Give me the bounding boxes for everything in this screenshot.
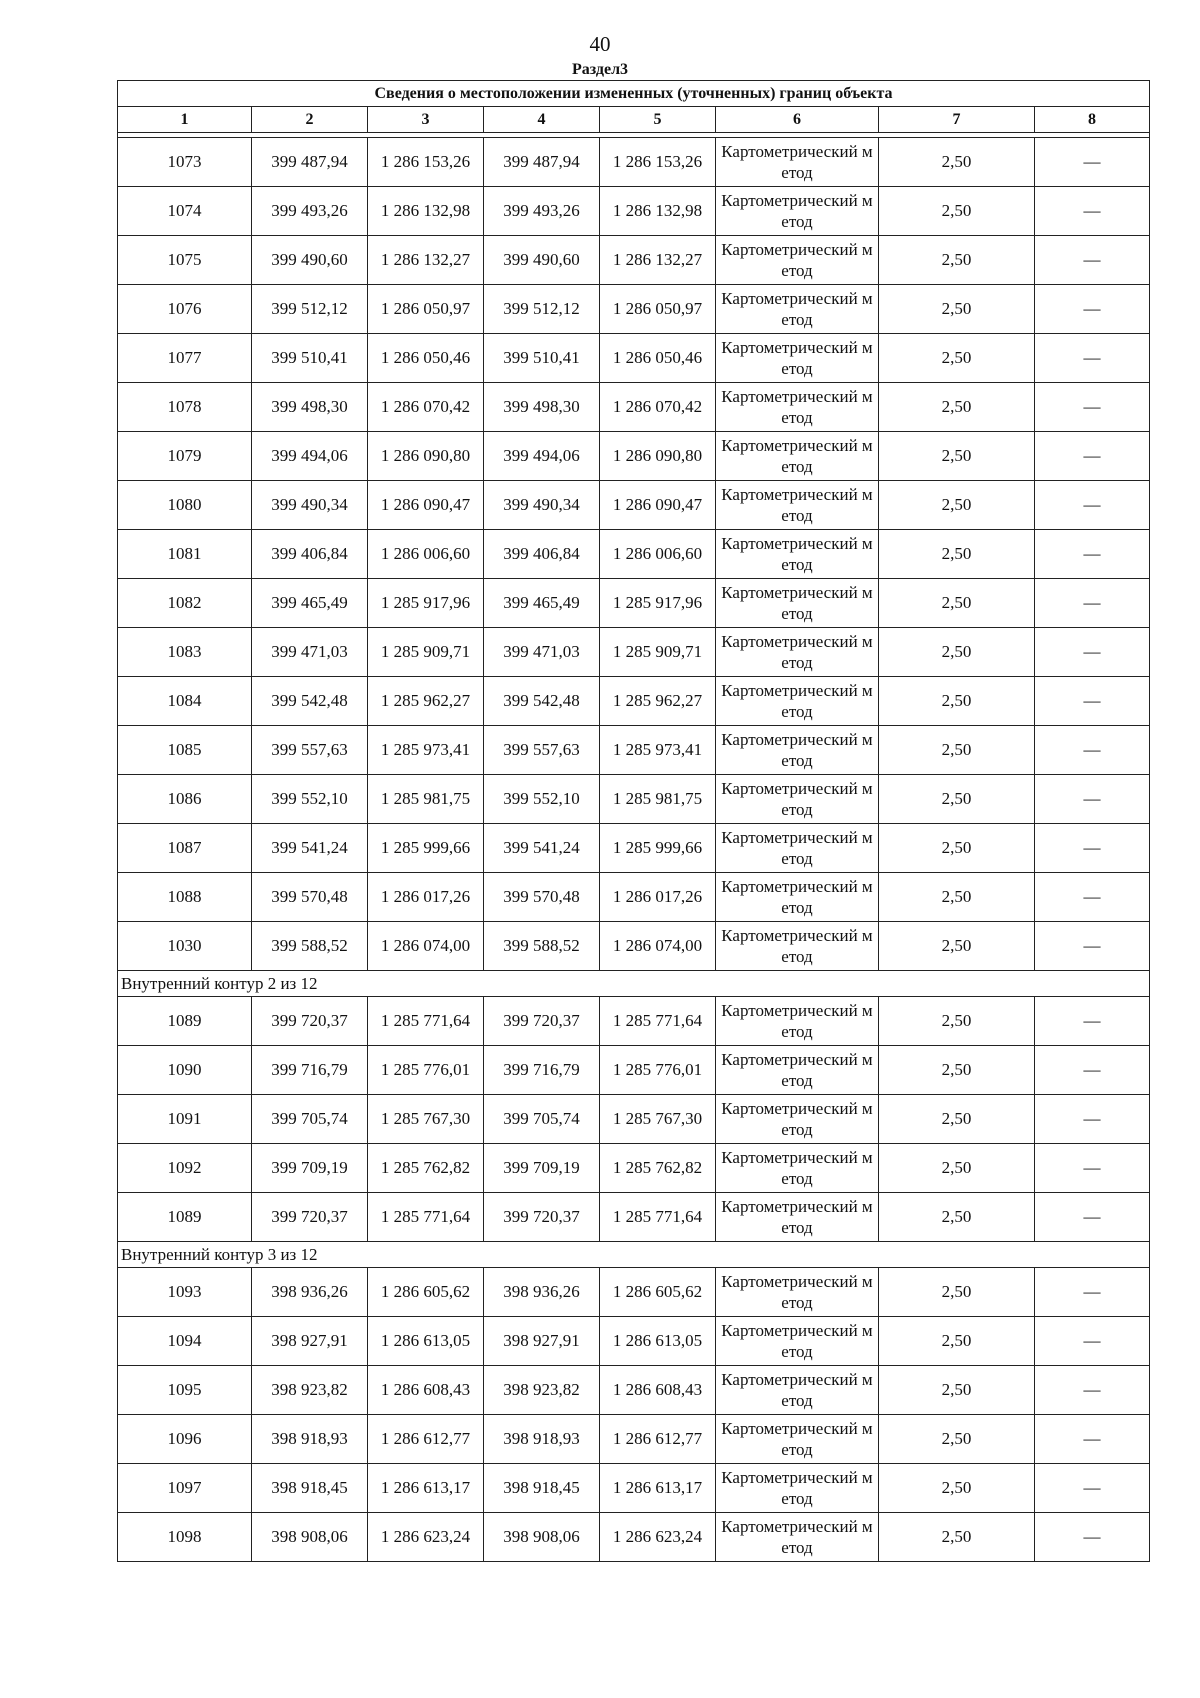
cell-description: — bbox=[1035, 628, 1150, 677]
cell-x-new: 399 490,34 bbox=[484, 481, 600, 530]
cell-accuracy: 2,50 bbox=[879, 1046, 1035, 1095]
table-row bbox=[118, 530, 1150, 579]
cell-y-new: 1 286 613,05 bbox=[600, 1317, 716, 1366]
cell-y-existing: 1 286 006,60 bbox=[368, 530, 484, 579]
cell-y-existing: 1 286 070,42 bbox=[368, 383, 484, 432]
cell-y-existing: 1 285 909,71 bbox=[368, 628, 484, 677]
cell-accuracy: 2,50 bbox=[879, 138, 1035, 187]
cell-description: — bbox=[1035, 997, 1150, 1046]
cell-y-existing: 1 286 090,47 bbox=[368, 481, 484, 530]
cell-x-existing: 399 570,48 bbox=[252, 873, 368, 922]
column-number-1: 1 bbox=[118, 107, 252, 133]
cell-method: Картометрический метод bbox=[716, 432, 879, 481]
table-row bbox=[118, 236, 1150, 285]
cell-accuracy: 2,50 bbox=[879, 997, 1035, 1046]
cell-description: — bbox=[1035, 677, 1150, 726]
cell-x-existing: 399 487,94 bbox=[252, 138, 368, 187]
page-number: 40 bbox=[589, 32, 611, 56]
cell-point-number: 1095 bbox=[118, 1366, 252, 1415]
cell-y-new: 1 285 973,41 bbox=[600, 726, 716, 775]
cell-x-new: 399 705,74 bbox=[484, 1095, 600, 1144]
cell-y-existing: 1 285 999,66 bbox=[368, 824, 484, 873]
cell-y-existing: 1 285 762,82 bbox=[368, 1144, 484, 1193]
cell-description: — bbox=[1035, 775, 1150, 824]
cell-point-number: 1081 bbox=[118, 530, 252, 579]
cell-description: — bbox=[1035, 334, 1150, 383]
cell-x-existing: 399 720,37 bbox=[252, 1193, 368, 1242]
table-row bbox=[118, 285, 1150, 334]
cell-x-new: 399 716,79 bbox=[484, 1046, 600, 1095]
cell-x-existing: 398 918,45 bbox=[252, 1464, 368, 1513]
cell-x-existing: 399 709,19 bbox=[252, 1144, 368, 1193]
cell-point-number: 1087 bbox=[118, 824, 252, 873]
cell-point-number: 1092 bbox=[118, 1144, 252, 1193]
cell-y-new: 1 286 090,47 bbox=[600, 481, 716, 530]
cell-y-existing: 1 285 973,41 bbox=[368, 726, 484, 775]
cell-accuracy: 2,50 bbox=[879, 726, 1035, 775]
cell-x-existing: 399 716,79 bbox=[252, 1046, 368, 1095]
cell-x-new: 399 498,30 bbox=[484, 383, 600, 432]
cell-y-new: 1 286 074,00 bbox=[600, 922, 716, 971]
cell-x-existing: 399 498,30 bbox=[252, 383, 368, 432]
cell-method: Картометрический метод bbox=[716, 1268, 879, 1317]
cell-x-existing: 398 923,82 bbox=[252, 1366, 368, 1415]
column-number-row bbox=[118, 107, 1150, 133]
cell-y-existing: 1 286 608,43 bbox=[368, 1366, 484, 1415]
cell-accuracy: 2,50 bbox=[879, 1317, 1035, 1366]
cell-point-number: 1079 bbox=[118, 432, 252, 481]
cell-y-existing: 1 286 623,24 bbox=[368, 1513, 484, 1562]
cell-description: — bbox=[1035, 1268, 1150, 1317]
cell-point-number: 1086 bbox=[118, 775, 252, 824]
cell-y-existing: 1 286 612,77 bbox=[368, 1415, 484, 1464]
table-row bbox=[118, 1317, 1150, 1366]
cell-y-new: 1 286 612,77 bbox=[600, 1415, 716, 1464]
cell-point-number: 1074 bbox=[118, 187, 252, 236]
cell-accuracy: 2,50 bbox=[879, 1144, 1035, 1193]
cell-description: — bbox=[1035, 285, 1150, 334]
cell-x-new: 399 487,94 bbox=[484, 138, 600, 187]
cell-point-number: 1098 bbox=[118, 1513, 252, 1562]
cell-description: — bbox=[1035, 432, 1150, 481]
cell-x-new: 399 406,84 bbox=[484, 530, 600, 579]
cell-point-number: 1082 bbox=[118, 579, 252, 628]
cell-point-number: 1083 bbox=[118, 628, 252, 677]
cell-x-existing: 399 494,06 bbox=[252, 432, 368, 481]
cell-x-existing: 399 510,41 bbox=[252, 334, 368, 383]
table-row bbox=[118, 1366, 1150, 1415]
table-row bbox=[118, 1268, 1150, 1317]
table-row bbox=[118, 383, 1150, 432]
cell-description: — bbox=[1035, 1317, 1150, 1366]
cell-description: — bbox=[1035, 236, 1150, 285]
table-row bbox=[118, 138, 1150, 187]
cell-method: Картометрический метод bbox=[716, 138, 879, 187]
cell-y-new: 1 286 090,80 bbox=[600, 432, 716, 481]
column-number-5: 5 bbox=[600, 107, 716, 133]
cell-y-existing: 1 286 090,80 bbox=[368, 432, 484, 481]
cell-x-new: 399 552,10 bbox=[484, 775, 600, 824]
cell-x-existing: 399 541,24 bbox=[252, 824, 368, 873]
cell-description: — bbox=[1035, 873, 1150, 922]
cell-y-existing: 1 286 132,27 bbox=[368, 236, 484, 285]
cell-point-number: 1030 bbox=[118, 922, 252, 971]
table-row bbox=[118, 628, 1150, 677]
table-row bbox=[118, 726, 1150, 775]
cell-point-number: 1084 bbox=[118, 677, 252, 726]
cell-method: Картометрический метод bbox=[716, 579, 879, 628]
cell-accuracy: 2,50 bbox=[879, 530, 1035, 579]
table-body bbox=[118, 138, 1150, 1562]
table-row bbox=[118, 187, 1150, 236]
column-number-3: 3 bbox=[368, 107, 484, 133]
cell-y-existing: 1 286 613,05 bbox=[368, 1317, 484, 1366]
cell-accuracy: 2,50 bbox=[879, 1464, 1035, 1513]
table-row bbox=[118, 1464, 1150, 1513]
cell-x-new: 398 918,45 bbox=[484, 1464, 600, 1513]
cell-accuracy: 2,50 bbox=[879, 1095, 1035, 1144]
cell-x-existing: 399 471,03 bbox=[252, 628, 368, 677]
table-row bbox=[118, 432, 1150, 481]
table-row bbox=[118, 334, 1150, 383]
cell-y-new: 1 286 070,42 bbox=[600, 383, 716, 432]
cell-description: — bbox=[1035, 530, 1150, 579]
cell-x-new: 399 541,24 bbox=[484, 824, 600, 873]
cell-x-existing: 399 588,52 bbox=[252, 922, 368, 971]
table-row bbox=[118, 824, 1150, 873]
cell-description: — bbox=[1035, 1366, 1150, 1415]
cell-description: — bbox=[1035, 383, 1150, 432]
cell-accuracy: 2,50 bbox=[879, 1366, 1035, 1415]
table-row bbox=[118, 997, 1150, 1046]
cell-y-new: 1 286 623,24 bbox=[600, 1513, 716, 1562]
cell-y-new: 1 285 771,64 bbox=[600, 997, 716, 1046]
cell-x-new: 399 493,26 bbox=[484, 187, 600, 236]
cell-x-existing: 398 927,91 bbox=[252, 1317, 368, 1366]
cell-x-new: 399 494,06 bbox=[484, 432, 600, 481]
cell-y-new: 1 285 999,66 bbox=[600, 824, 716, 873]
cell-y-new: 1 285 981,75 bbox=[600, 775, 716, 824]
cell-description: — bbox=[1035, 1193, 1150, 1242]
cell-y-new: 1 286 050,46 bbox=[600, 334, 716, 383]
cell-point-number: 1089 bbox=[118, 1193, 252, 1242]
column-number-4: 4 bbox=[484, 107, 600, 133]
table-row bbox=[118, 775, 1150, 824]
cell-x-existing: 398 936,26 bbox=[252, 1268, 368, 1317]
cell-y-existing: 1 286 153,26 bbox=[368, 138, 484, 187]
cell-accuracy: 2,50 bbox=[879, 775, 1035, 824]
cell-description: — bbox=[1035, 726, 1150, 775]
cell-method: Картометрический метод bbox=[716, 1513, 879, 1562]
cell-y-new: 1 286 608,43 bbox=[600, 1366, 716, 1415]
cell-point-number: 1097 bbox=[118, 1464, 252, 1513]
coordinates-table bbox=[117, 80, 1150, 1562]
table-row bbox=[118, 579, 1150, 628]
cell-method: Картометрический метод bbox=[716, 997, 879, 1046]
cell-x-new: 399 709,19 bbox=[484, 1144, 600, 1193]
cell-point-number: 1078 bbox=[118, 383, 252, 432]
cell-x-existing: 398 918,93 bbox=[252, 1415, 368, 1464]
cell-method: Картометрический метод bbox=[716, 334, 879, 383]
cell-method: Картометрический метод bbox=[716, 236, 879, 285]
table-row bbox=[118, 1144, 1150, 1193]
cell-x-existing: 399 705,74 bbox=[252, 1095, 368, 1144]
cell-method: Картометрический метод bbox=[716, 285, 879, 334]
cell-accuracy: 2,50 bbox=[879, 922, 1035, 971]
cell-method: Картометрический метод bbox=[716, 187, 879, 236]
cell-method: Картометрический метод bbox=[716, 530, 879, 579]
cell-accuracy: 2,50 bbox=[879, 285, 1035, 334]
contour-label-row bbox=[118, 971, 1150, 997]
cell-y-existing: 1 286 050,97 bbox=[368, 285, 484, 334]
cell-point-number: 1073 bbox=[118, 138, 252, 187]
table-header bbox=[118, 81, 1150, 138]
table-caption: Сведения о местоположении измененных (уточненных) границ объекта bbox=[118, 81, 1150, 107]
cell-point-number: 1090 bbox=[118, 1046, 252, 1095]
cell-description: — bbox=[1035, 922, 1150, 971]
cell-method: Картометрический метод bbox=[716, 1193, 879, 1242]
cell-y-new: 1 285 917,96 bbox=[600, 579, 716, 628]
cell-point-number: 1096 bbox=[118, 1415, 252, 1464]
cell-method: Картометрический метод bbox=[716, 1095, 879, 1144]
cell-y-existing: 1 286 605,62 bbox=[368, 1268, 484, 1317]
cell-accuracy: 2,50 bbox=[879, 1268, 1035, 1317]
cell-y-new: 1 286 605,62 bbox=[600, 1268, 716, 1317]
cell-x-new: 399 490,60 bbox=[484, 236, 600, 285]
table-row bbox=[118, 922, 1150, 971]
cell-y-existing: 1 286 017,26 bbox=[368, 873, 484, 922]
cell-y-new: 1 285 762,82 bbox=[600, 1144, 716, 1193]
cell-x-existing: 398 908,06 bbox=[252, 1513, 368, 1562]
cell-description: — bbox=[1035, 187, 1150, 236]
cell-accuracy: 2,50 bbox=[879, 334, 1035, 383]
cell-method: Картометрический метод bbox=[716, 922, 879, 971]
contour-label-row bbox=[118, 1242, 1150, 1268]
cell-x-new: 399 570,48 bbox=[484, 873, 600, 922]
cell-accuracy: 2,50 bbox=[879, 1415, 1035, 1464]
cell-point-number: 1080 bbox=[118, 481, 252, 530]
cell-method: Картометрический метод bbox=[716, 1464, 879, 1513]
cell-description: — bbox=[1035, 1095, 1150, 1144]
cell-y-existing: 1 285 917,96 bbox=[368, 579, 484, 628]
cell-y-new: 1 285 771,64 bbox=[600, 1193, 716, 1242]
cell-point-number: 1094 bbox=[118, 1317, 252, 1366]
cell-point-number: 1089 bbox=[118, 997, 252, 1046]
cell-description: — bbox=[1035, 1144, 1150, 1193]
column-number-6: 6 bbox=[716, 107, 879, 133]
cell-method: Картометрический метод bbox=[716, 1144, 879, 1193]
table-row bbox=[118, 873, 1150, 922]
cell-accuracy: 2,50 bbox=[879, 1513, 1035, 1562]
cell-y-new: 1 285 962,27 bbox=[600, 677, 716, 726]
cell-point-number: 1088 bbox=[118, 873, 252, 922]
cell-method: Картометрический метод bbox=[716, 1317, 879, 1366]
cell-method: Картометрический метод bbox=[716, 824, 879, 873]
cell-accuracy: 2,50 bbox=[879, 677, 1035, 726]
cell-x-existing: 399 406,84 bbox=[252, 530, 368, 579]
cell-description: — bbox=[1035, 1513, 1150, 1562]
table-caption-row bbox=[118, 81, 1150, 107]
cell-x-existing: 399 490,60 bbox=[252, 236, 368, 285]
cell-point-number: 1093 bbox=[118, 1268, 252, 1317]
cell-x-existing: 399 552,10 bbox=[252, 775, 368, 824]
cell-y-existing: 1 285 767,30 bbox=[368, 1095, 484, 1144]
cell-x-new: 399 512,12 bbox=[484, 285, 600, 334]
cell-y-existing: 1 286 074,00 bbox=[368, 922, 484, 971]
cell-y-existing: 1 286 132,98 bbox=[368, 187, 484, 236]
cell-y-new: 1 286 050,97 bbox=[600, 285, 716, 334]
cell-y-new: 1 286 153,26 bbox=[600, 138, 716, 187]
cell-x-new: 398 923,82 bbox=[484, 1366, 600, 1415]
cell-accuracy: 2,50 bbox=[879, 481, 1035, 530]
cell-accuracy: 2,50 bbox=[879, 628, 1035, 677]
cell-method: Картометрический метод bbox=[716, 1046, 879, 1095]
cell-x-new: 399 542,48 bbox=[484, 677, 600, 726]
cell-method: Картометрический метод bbox=[716, 677, 879, 726]
cell-y-existing: 1 285 771,64 bbox=[368, 1193, 484, 1242]
cell-y-new: 1 286 017,26 bbox=[600, 873, 716, 922]
cell-accuracy: 2,50 bbox=[879, 1193, 1035, 1242]
cell-y-existing: 1 285 771,64 bbox=[368, 997, 484, 1046]
cell-point-number: 1077 bbox=[118, 334, 252, 383]
cell-x-new: 398 936,26 bbox=[484, 1268, 600, 1317]
cell-method: Картометрический метод bbox=[716, 383, 879, 432]
table-row bbox=[118, 1193, 1150, 1242]
cell-x-existing: 399 557,63 bbox=[252, 726, 368, 775]
cell-point-number: 1075 bbox=[118, 236, 252, 285]
cell-y-new: 1 285 767,30 bbox=[600, 1095, 716, 1144]
cell-x-new: 399 465,49 bbox=[484, 579, 600, 628]
cell-y-new: 1 285 776,01 bbox=[600, 1046, 716, 1095]
cell-y-existing: 1 285 962,27 bbox=[368, 677, 484, 726]
cell-y-new: 1 286 132,98 bbox=[600, 187, 716, 236]
cell-y-existing: 1 286 050,46 bbox=[368, 334, 484, 383]
column-number-8: 8 bbox=[1035, 107, 1150, 133]
cell-y-new: 1 286 132,27 bbox=[600, 236, 716, 285]
cell-description: — bbox=[1035, 824, 1150, 873]
cell-point-number: 1085 bbox=[118, 726, 252, 775]
cell-accuracy: 2,50 bbox=[879, 383, 1035, 432]
cell-x-new: 399 557,63 bbox=[484, 726, 600, 775]
column-number-7: 7 bbox=[879, 107, 1035, 133]
cell-method: Картометрический метод bbox=[716, 775, 879, 824]
table-row bbox=[118, 481, 1150, 530]
cell-description: — bbox=[1035, 1415, 1150, 1464]
cell-x-new: 399 471,03 bbox=[484, 628, 600, 677]
cell-accuracy: 2,50 bbox=[879, 873, 1035, 922]
column-number-2: 2 bbox=[252, 107, 368, 133]
contour-label: Внутренний контур 2 из 12 bbox=[118, 971, 1150, 997]
cell-method: Картометрический метод bbox=[716, 628, 879, 677]
cell-x-existing: 399 465,49 bbox=[252, 579, 368, 628]
cell-method: Картометрический метод bbox=[716, 481, 879, 530]
cell-method: Картометрический метод bbox=[716, 873, 879, 922]
table-row bbox=[118, 1095, 1150, 1144]
table-row bbox=[118, 677, 1150, 726]
table-row bbox=[118, 1415, 1150, 1464]
cell-accuracy: 2,50 bbox=[879, 432, 1035, 481]
cell-accuracy: 2,50 bbox=[879, 579, 1035, 628]
table-row bbox=[118, 1046, 1150, 1095]
section-title: Раздел3 bbox=[571, 61, 629, 78]
cell-method: Картометрический метод bbox=[716, 1366, 879, 1415]
cell-y-new: 1 286 006,60 bbox=[600, 530, 716, 579]
cell-x-existing: 399 490,34 bbox=[252, 481, 368, 530]
cell-x-existing: 399 720,37 bbox=[252, 997, 368, 1046]
cell-accuracy: 2,50 bbox=[879, 236, 1035, 285]
cell-x-existing: 399 512,12 bbox=[252, 285, 368, 334]
cell-description: — bbox=[1035, 138, 1150, 187]
cell-x-existing: 399 493,26 bbox=[252, 187, 368, 236]
cell-y-existing: 1 286 613,17 bbox=[368, 1464, 484, 1513]
cell-x-new: 399 588,52 bbox=[484, 922, 600, 971]
contour-label: Внутренний контур 3 из 12 bbox=[118, 1242, 1150, 1268]
cell-point-number: 1076 bbox=[118, 285, 252, 334]
cell-y-new: 1 286 613,17 bbox=[600, 1464, 716, 1513]
cell-method: Картометрический метод bbox=[716, 726, 879, 775]
cell-y-existing: 1 285 776,01 bbox=[368, 1046, 484, 1095]
cell-method: Картометрический метод bbox=[716, 1415, 879, 1464]
cell-point-number: 1091 bbox=[118, 1095, 252, 1144]
cell-description: — bbox=[1035, 579, 1150, 628]
cell-x-existing: 399 542,48 bbox=[252, 677, 368, 726]
table-row bbox=[118, 1513, 1150, 1562]
cell-x-new: 399 510,41 bbox=[484, 334, 600, 383]
cell-description: — bbox=[1035, 481, 1150, 530]
cell-x-new: 398 908,06 bbox=[484, 1513, 600, 1562]
cell-accuracy: 2,50 bbox=[879, 187, 1035, 236]
cell-y-existing: 1 285 981,75 bbox=[368, 775, 484, 824]
cell-x-new: 399 720,37 bbox=[484, 997, 600, 1046]
cell-description: — bbox=[1035, 1046, 1150, 1095]
cell-x-new: 398 918,93 bbox=[484, 1415, 600, 1464]
cell-description: — bbox=[1035, 1464, 1150, 1513]
cell-x-new: 398 927,91 bbox=[484, 1317, 600, 1366]
cell-accuracy: 2,50 bbox=[879, 824, 1035, 873]
cell-y-new: 1 285 909,71 bbox=[600, 628, 716, 677]
cell-x-new: 399 720,37 bbox=[484, 1193, 600, 1242]
